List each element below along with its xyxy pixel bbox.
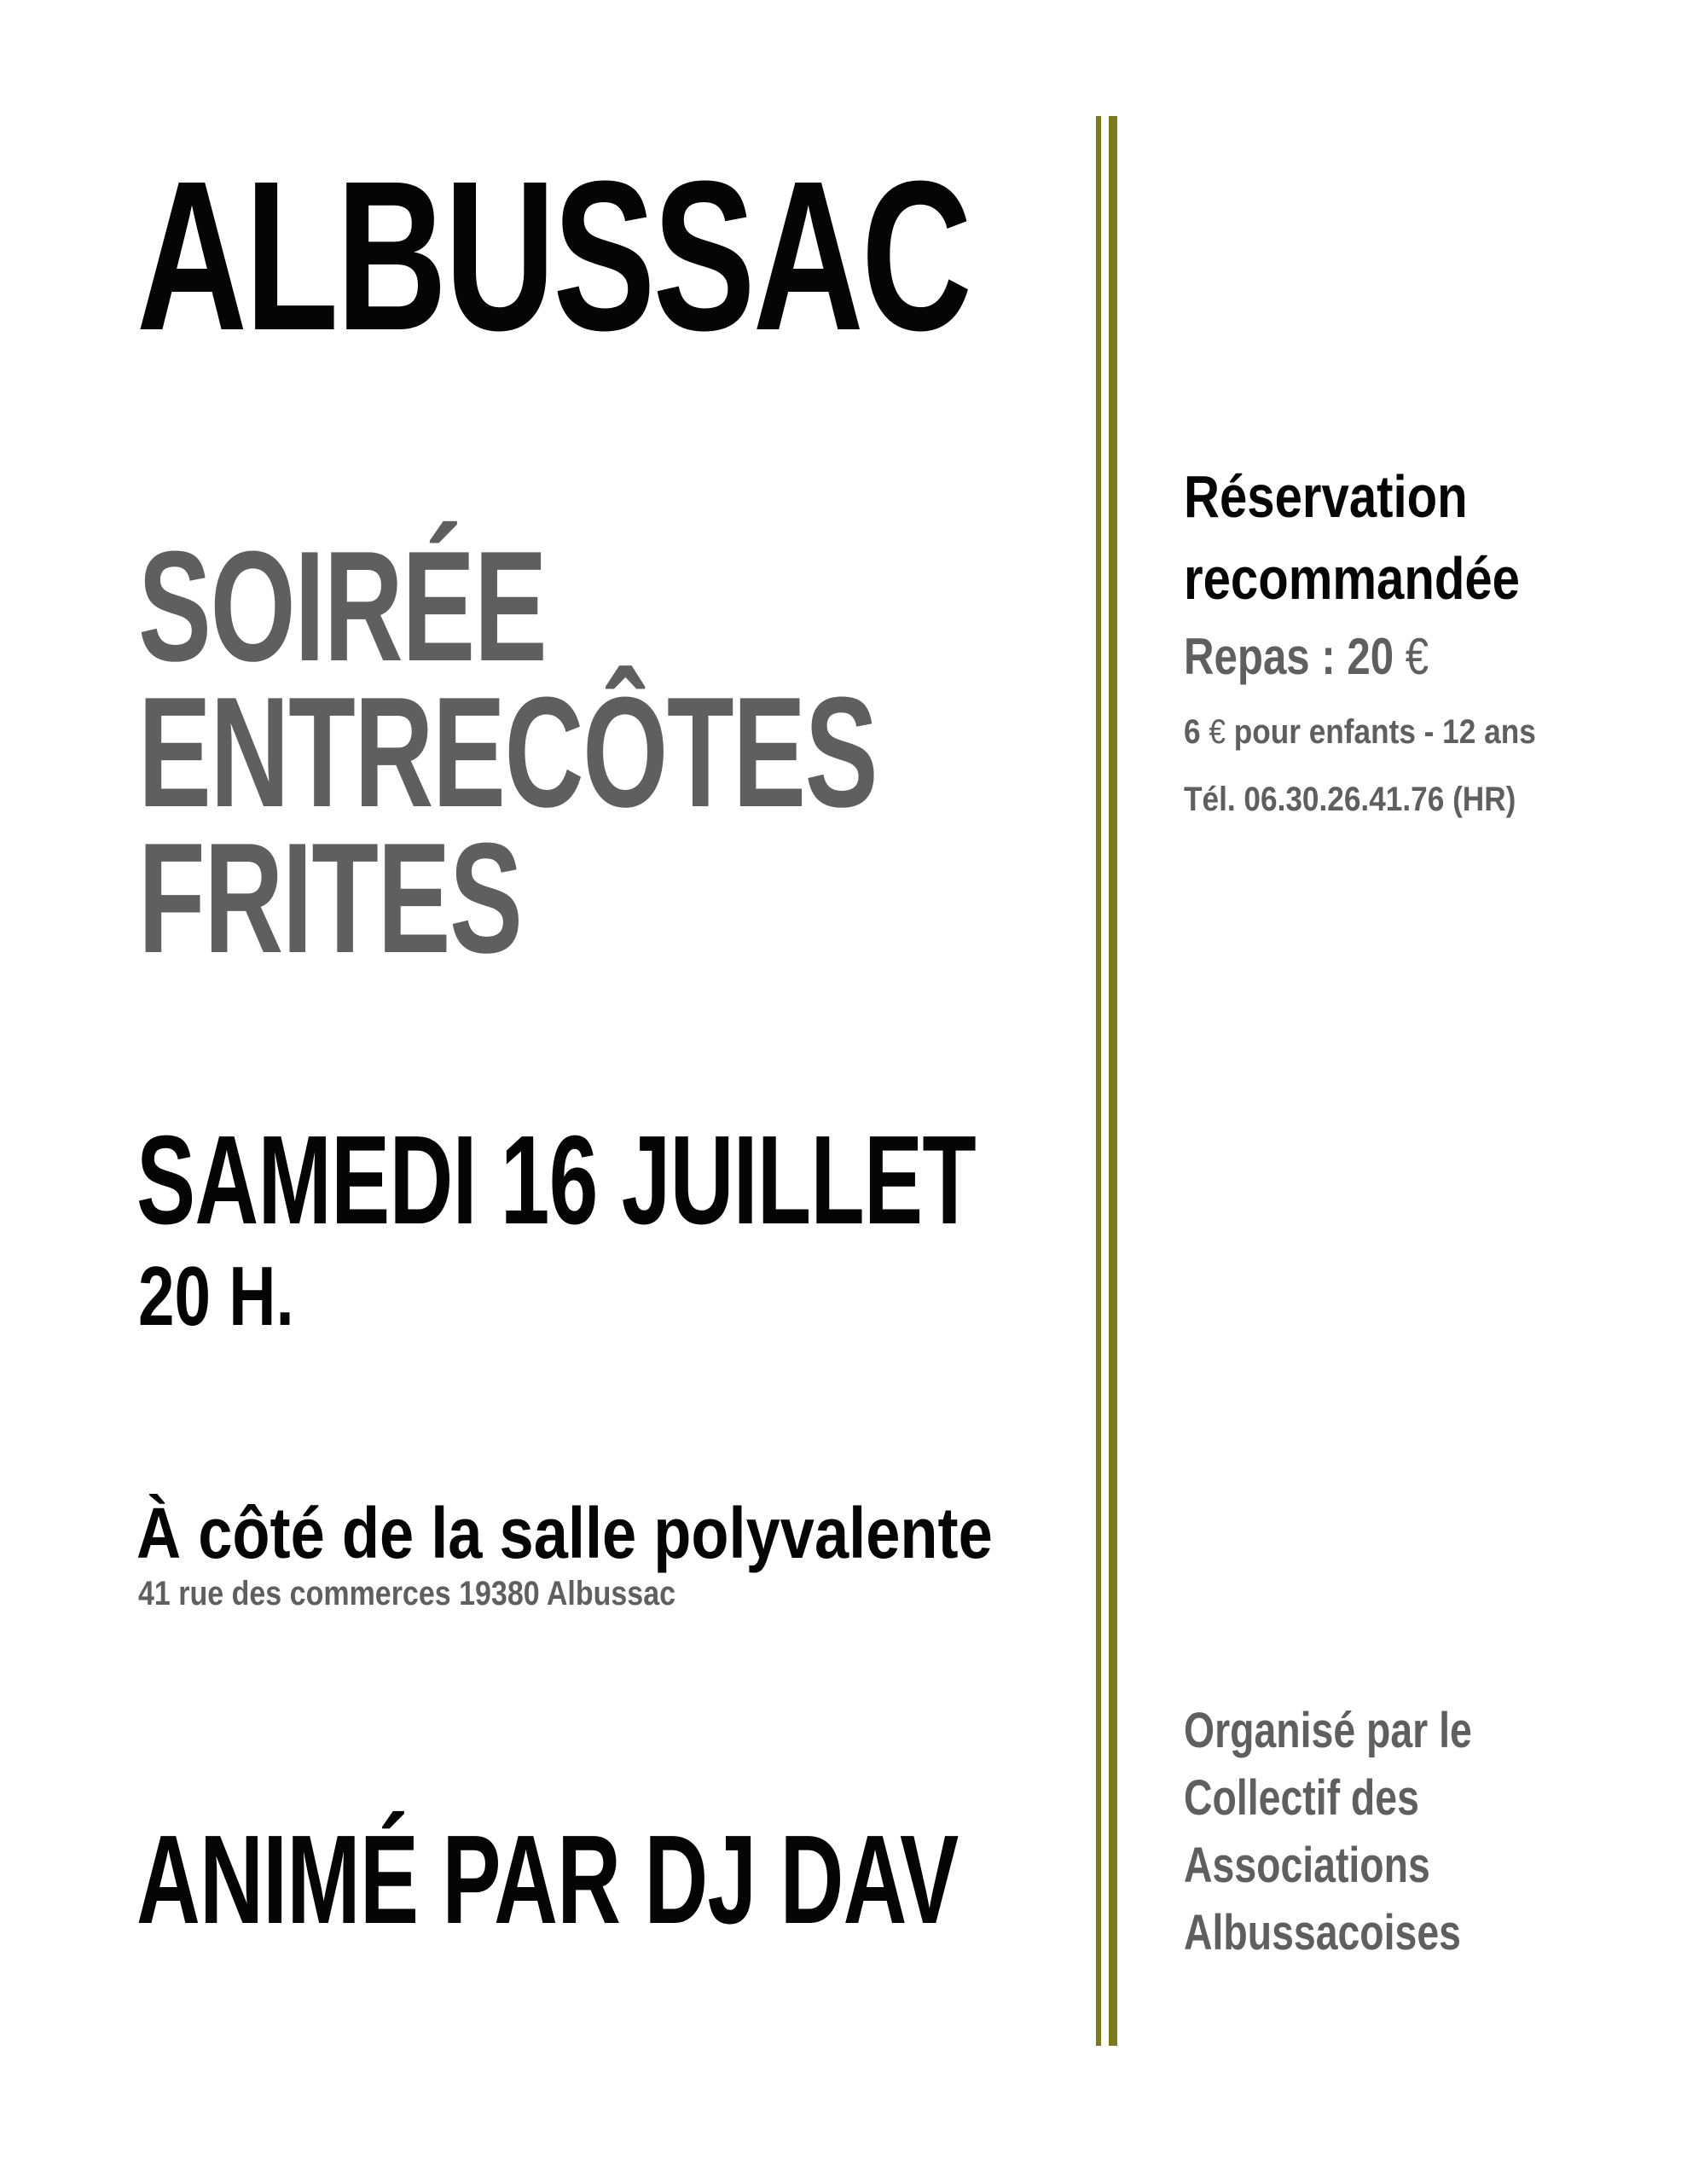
event-date: SAMEDI 16 JUILLET: [136, 1110, 976, 1251]
event-title-line: FRITES: [138, 810, 522, 986]
venue-address: 41 rue des commerces 19380 Albussac: [138, 1575, 676, 1612]
organizer-line: Associations: [1184, 1837, 1430, 1893]
organizer-line: Collectif des: [1184, 1769, 1419, 1826]
phone-number: Tél. 06.30.26.41.76 (HR): [1184, 781, 1516, 818]
meal-price: [1184, 628, 1429, 685]
kids-price-text: pour enfants - 12 ans: [1233, 713, 1536, 751]
reservation-note: [1184, 456, 1520, 620]
reservation-line: Réservation: [1184, 463, 1468, 530]
town-title: ALBUSSAC: [136, 136, 970, 375]
event-title-line: ENTRECÔTES: [138, 664, 878, 840]
meal-price-label: Repas : 20: [1184, 628, 1394, 685]
organizer-credit: [1184, 1698, 1472, 1967]
kids-price: [1184, 715, 1536, 749]
event-title: [138, 518, 878, 986]
vertical-divider: [1096, 116, 1125, 2046]
organizer-line: Organisé par le: [1184, 1703, 1472, 1758]
kids-price-amount: 6: [1184, 713, 1201, 751]
divider-thin-line: [1096, 116, 1101, 2046]
divider-thick-line: [1109, 116, 1117, 2046]
kids-price-currency: €: [1209, 713, 1226, 751]
meal-price-currency: €: [1405, 628, 1429, 685]
event-title-line: SOIRÉE: [138, 518, 547, 694]
venue-name: À côté de la salle polyvalente: [136, 1493, 993, 1573]
organizer-line: Albussacoises: [1184, 1904, 1461, 1960]
reservation-line: recommandée: [1184, 544, 1520, 612]
entertainment-line: ANIMÉ PAR DJ DAV: [136, 1809, 959, 1950]
event-time: 20 H.: [138, 1249, 294, 1343]
